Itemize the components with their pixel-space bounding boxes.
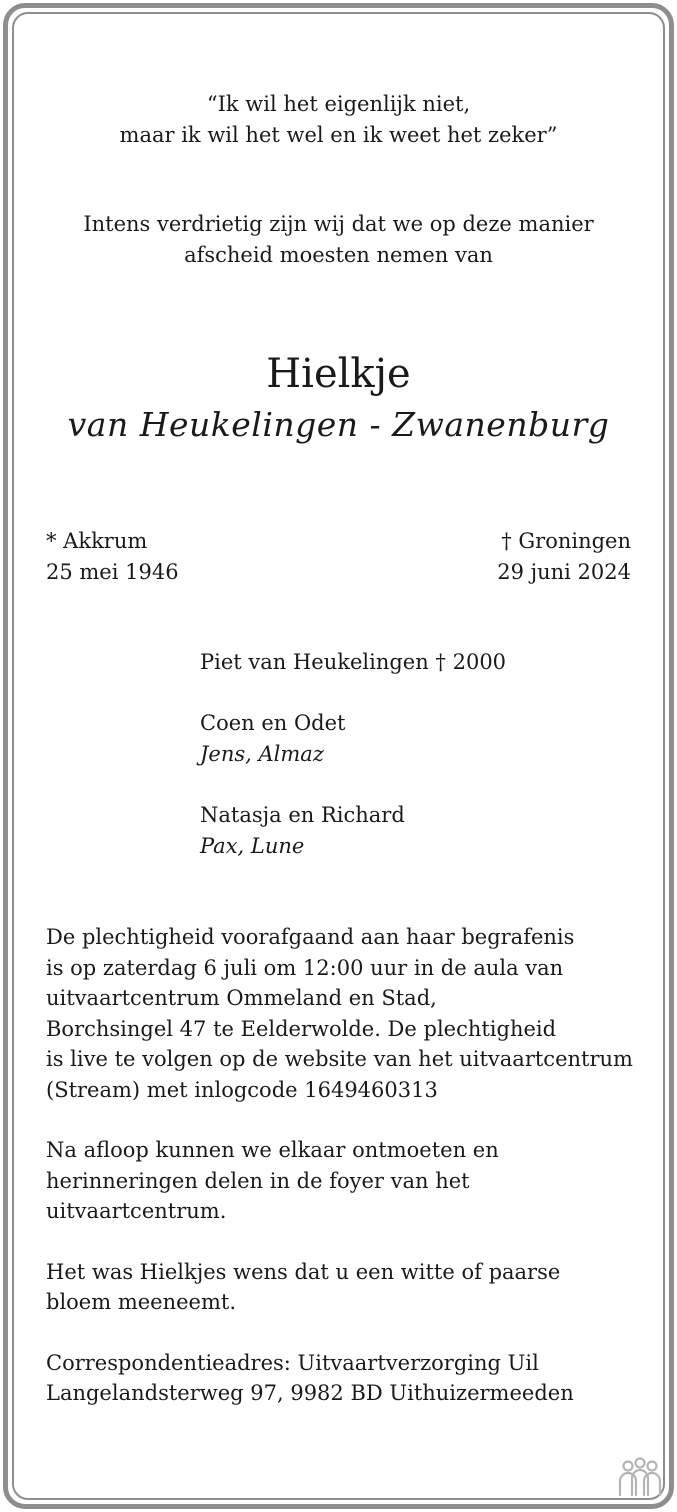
wish-paragraph (46, 1257, 646, 1318)
correspondence-paragraph (46, 1348, 646, 1409)
death-date: 29 juni 2024 (497, 560, 631, 584)
announcement-body (46, 922, 646, 1439)
intro-line: Intens verdrietig zijn wij dat we op deze manier (83, 212, 594, 236)
ceremony-line: Borchsingel 47 te Eelderwolde. De plechtigheid (46, 1016, 557, 1041)
quote-line: maar ik wil het wel en ik weet het zeker” (119, 123, 558, 147)
ceremony-line: uitvaartcentrum Ommeland en Stad, (46, 986, 437, 1010)
ceremony-line: De plechtigheid voorafgaand aan haar begrafenis (46, 925, 575, 949)
correspondence-line: Langelandsterweg 97, 9982 BD Uithuizermeeden (46, 1381, 574, 1405)
deceased-full-name: van Heukelingen - Zwanenburg (67, 405, 610, 444)
gathering-line: herinneringen delen in de foyer van het (46, 1168, 470, 1193)
child-names: Natasja en Richard (200, 803, 405, 827)
birth-date: 25 mei 1946 (46, 560, 179, 584)
wish-line: Het was Hielkjes wens dat u een witte of paarse (46, 1259, 561, 1284)
family-list (200, 647, 506, 892)
opening-quote (0, 89, 677, 151)
deceased-first-name: Hielkje (266, 351, 411, 397)
ceremony-line: is live te volgen op de website van het uitvaartcentrum (46, 1047, 633, 1071)
wish-line: bloem meeneemt. (46, 1290, 236, 1314)
grandchildren-names: Pax, Lune (200, 834, 305, 858)
child-entry (200, 800, 506, 862)
spouse-name: Piet van Heukelingen † 2000 (200, 650, 507, 674)
ceremony-line: is op zaterdag 6 juli om 12:00 uur in de aula van (46, 955, 564, 980)
intro-line: afscheid moesten nemen van (184, 243, 493, 267)
gathering-paragraph (46, 1135, 646, 1227)
ceremony-line: (Stream) met inlogcode 1649460313 (46, 1077, 438, 1102)
birth-info (46, 526, 179, 588)
grandchildren-names: Jens, Almaz (200, 742, 324, 766)
death-place: † Groningen (501, 529, 631, 553)
gathering-line: Na afloop kunnen we elkaar ontmoeten en (46, 1138, 499, 1162)
child-names: Coen en Odet (200, 711, 346, 735)
spouse-entry (200, 647, 506, 678)
intro-text (0, 209, 677, 271)
birth-place: * Akkrum (46, 529, 148, 553)
death-info (497, 526, 631, 588)
child-entry (200, 708, 506, 770)
gathering-line: uitvaartcentrum. (46, 1199, 227, 1223)
ceremony-paragraph (46, 922, 646, 1105)
people-group-icon (617, 1457, 663, 1499)
correspondence-line: Correspondentieadres: Uitvaartverzorging Uil (46, 1350, 539, 1375)
quote-line: “Ik wil het eigenlijk niet, (206, 92, 471, 116)
